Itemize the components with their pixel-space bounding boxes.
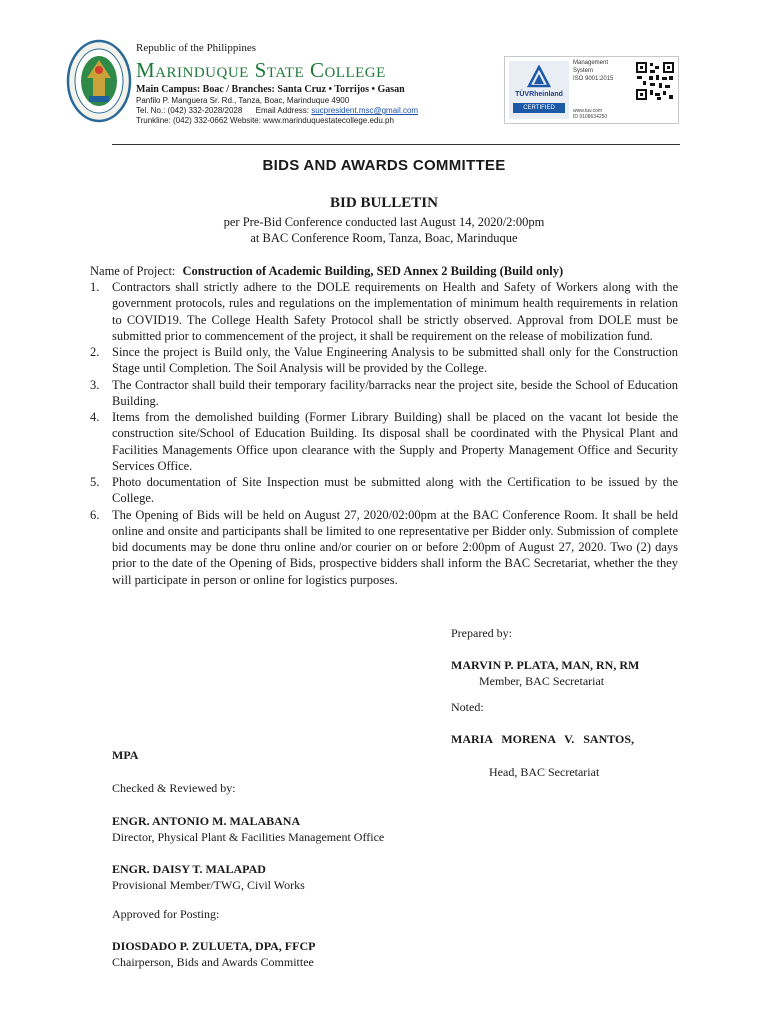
bulletin-items bbox=[90, 279, 678, 588]
noted-suffix: MPA bbox=[112, 748, 139, 762]
item-number: 2. bbox=[90, 345, 100, 359]
checked2-name: ENGR. DAISY T. MALAPAD bbox=[112, 862, 266, 876]
item-number: 6. bbox=[90, 507, 100, 522]
item-text: Contractors shall strictly adhere to the DOLE requirements on Health and Safety of Workers along with the government protocols, rules and regulations on the implementation of minimum health requirements in relation to COVID19. The College Health Safety Protocol shall be strictly observed. Approval from DOLE must be submitted prior to commencement of the project, it shall be requirement on the release of mobilization fund. bbox=[112, 280, 678, 343]
email-link[interactable]: sucpresident.msc@gmail.com bbox=[311, 106, 419, 115]
qr-code-icon bbox=[635, 61, 675, 101]
noted-name: MARIA MORENA V. SANTOS, bbox=[451, 732, 635, 746]
list-item bbox=[90, 279, 678, 344]
campus-line: Main Campus: Boac / Branches: Santa Cruz • Torrijos • Gasan bbox=[136, 84, 405, 95]
item-number: 5. bbox=[90, 475, 100, 489]
header-divider bbox=[112, 144, 680, 145]
approved-label: Approved for Posting: bbox=[112, 907, 220, 921]
tuv-brand: TÜVRheinland bbox=[515, 91, 563, 98]
contact-line bbox=[136, 106, 496, 116]
approved-name: DIOSDADO P. ZULUETA, DPA, FFCP bbox=[112, 939, 316, 953]
project-line bbox=[90, 263, 690, 279]
item-text: The Contractor shall build their temporary facility/barracks near the project site, beside the School of Education Building. bbox=[112, 377, 678, 408]
cert-www-line: www.tuv.com bbox=[573, 108, 603, 114]
item-number: 1. bbox=[90, 280, 100, 294]
list-item bbox=[90, 344, 678, 377]
cert-line2: System bbox=[573, 68, 594, 74]
checked2-role: Provisional Member/TWG, Civil Works bbox=[112, 878, 305, 892]
cert-line1: Management bbox=[573, 60, 609, 66]
cert-www bbox=[573, 108, 633, 120]
noted-role: Head, BAC Secretariat bbox=[489, 765, 600, 779]
list-item bbox=[90, 377, 678, 410]
conference-line1: per Pre-Bid Conference conducted last August 14, 2020/2:00pm bbox=[223, 215, 545, 229]
conference-line2: at BAC Conference Room, Tanza, Boac, Marinduque bbox=[250, 231, 518, 245]
cert-id-line: ID 9108634250 bbox=[573, 114, 608, 120]
item-text: The Opening of Bids will be held on August 27, 2020/02:00pm at the BAC Conference Room. It shall be held online and onsite and participants shall be limited to one representative per Bidder only. Submission of complete bid documents may be done thru online and/or courier on or before 2:00pm of August 27, 2020. Two (2) days prior to the date of the Opening of Bids, prospective bidders shall inform the BAC Secretariat, whether the they will participate in person or online for logistics purposes. bbox=[112, 507, 678, 587]
conference-info bbox=[0, 214, 768, 246]
project-label: Name of Project: bbox=[90, 264, 176, 278]
cert-line3: ISO 9001:2015 bbox=[573, 76, 614, 82]
approved-role: Chairperson, Bids and Awards Committee bbox=[112, 955, 314, 969]
letterhead bbox=[0, 0, 768, 150]
prepared-name: MARVIN P. PLATA, MAN, RN, RM bbox=[451, 658, 640, 672]
list-item bbox=[90, 507, 678, 588]
tuv-certified: CERTIFIED bbox=[513, 103, 565, 113]
tel-number: Tel. No.: (042) 332-2028/2028 bbox=[136, 106, 243, 115]
prepared-role: Member, BAC Secretariat bbox=[479, 674, 605, 688]
letterhead-text bbox=[136, 42, 496, 126]
trunkline-line: Trunkline: (042) 332-0662 Website: www.marinduquestatecollege.edu.ph bbox=[136, 116, 394, 125]
list-item bbox=[90, 474, 678, 507]
certification-badge bbox=[504, 56, 679, 124]
cert-text bbox=[573, 59, 633, 83]
tuv-triangle-icon bbox=[527, 65, 551, 89]
tuv-logo bbox=[509, 61, 569, 119]
item-number: 3. bbox=[90, 377, 100, 392]
item-text: Photo documentation of Site Inspection must be submitted along with the Certification to be issued by the College. bbox=[112, 475, 678, 506]
college-seal-icon bbox=[66, 38, 132, 124]
checked1-name: ENGR. ANTONIO M. MALABANA bbox=[112, 814, 301, 828]
email-label: Email Address: bbox=[255, 106, 309, 115]
item-text: Items from the demolished building (Former Library Building) shall be placed on the vacant lot beside the construction site/School of Education Building. Its disposal shall be coordinated with the Physical Plant and Facilities Managements Office upon clearance with the Supply and Property Management Office and Security Services Office. bbox=[112, 410, 678, 473]
noted-label: Noted: bbox=[451, 700, 484, 714]
republic-line: Republic of the Philippines bbox=[136, 42, 257, 54]
bulletin-title: BID BULLETIN bbox=[330, 195, 438, 211]
college-name: Marinduque State College bbox=[136, 58, 386, 82]
checked-label: Checked & Reviewed by: bbox=[112, 781, 236, 795]
item-text: Since the project is Build only, the Value Engineering Analysis to be submitted shall only for the Construction Stage until Completion. The Soil Analysis will be provided by the College. bbox=[112, 345, 678, 376]
committee-title: BIDS AND AWARDS COMMITTEE bbox=[262, 157, 506, 174]
item-number: 4. bbox=[90, 410, 100, 424]
address-line: Panfilo P. Manguera Sr. Rd., Tanza, Boac, Marinduque 4900 bbox=[136, 96, 350, 105]
checked1-role: Director, Physical Plant & Facilities Management Office bbox=[112, 830, 385, 844]
project-name: Construction of Academic Building, SED Annex 2 Building (Build only) bbox=[182, 264, 564, 278]
list-item bbox=[90, 409, 678, 474]
prepared-label: Prepared by: bbox=[451, 626, 512, 640]
